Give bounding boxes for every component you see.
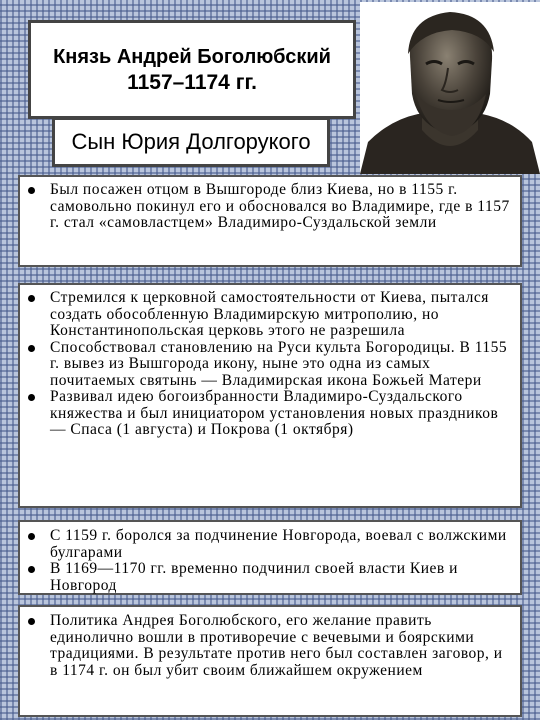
title-box [28, 20, 356, 119]
section-1 [18, 175, 522, 267]
subtitle: Сын Юрия Долгорукого [71, 129, 311, 154]
section-3 [18, 520, 522, 595]
list-item: Политика Андрея Боголюбского, его желание править единолично вошли в противоречие с вечевыми и боярскими традициями. В результате против него был составлен заговор, и в 1174 г. он был убит своим ближайшем окружением [24, 613, 514, 679]
list-item: В 1169—1170 гг. временно подчинил своей власти Киев и Новгород [24, 561, 514, 594]
list-item: Стремился к церковной самостоятельности от Киева, пытался создать обособленную Владимирскую митрополию, но Константинопольская церковь этого не разрешила [24, 290, 514, 340]
list-item: Развивал идею богоизбранности Владимиро-Суздальского княжества и был инициатором установления новых праздников — Спаса (1 августа) и Покрова (1 октября) [24, 389, 514, 439]
section-4 [18, 605, 522, 717]
section-2 [18, 283, 522, 508]
bust-drawing [360, 2, 540, 174]
reign-years: 1157–1174 гг. [127, 70, 257, 94]
subtitle-box [52, 117, 330, 167]
list-item: С 1159 г. боролся за подчинение Новгорода, воевал с волжскими булгарами [24, 528, 514, 561]
portrait-bust-image [360, 2, 540, 174]
list-item: Был посажен отцом в Вышгороде близ Киева, но в 1155 г. самовольно покинул его и обосновался во Владимире, где в 1157 г. стал «самовластцем» Владимиро-Суздальской земли [24, 182, 514, 232]
page-title: Князь Андрей Боголюбский [53, 45, 331, 68]
list-item: Способствовал становлению на Руси культа Богородицы. В 1155 г. вывез из Вышгорода икону, ныне это одна из самых почитаемых святынь — Владимирская икона Божьей Матери [24, 340, 514, 390]
